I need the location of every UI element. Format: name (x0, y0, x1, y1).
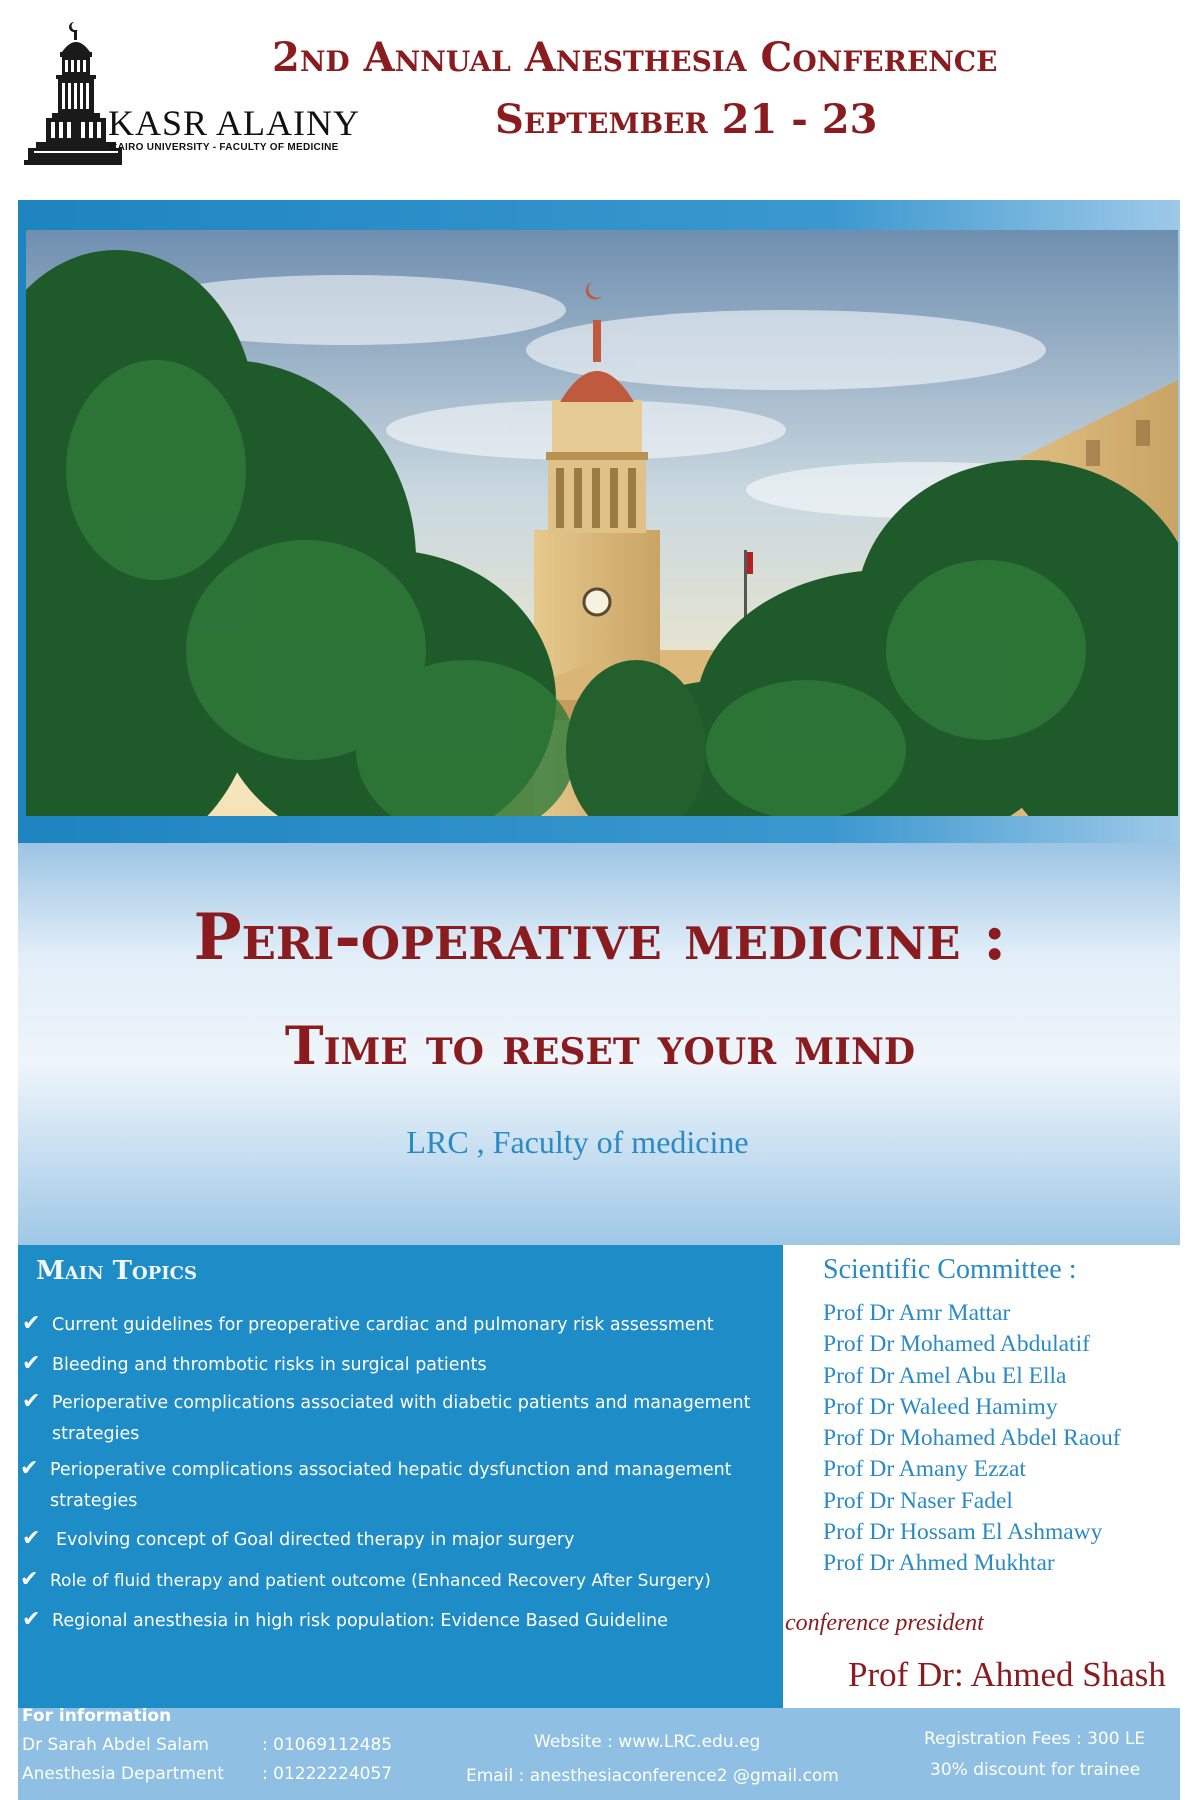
conference-title: 2nd Annual Anesthesia Conference (272, 34, 998, 81)
committee-member: Prof Dr Naser Fadel (823, 1487, 1013, 1514)
contact-1-phone: : 01069112485 (262, 1735, 393, 1755)
scientific-committee-title: Scientific Committee : (823, 1254, 1077, 1285)
committee-member: Prof Dr Amr Mattar (823, 1300, 1011, 1326)
committee-member: Prof Dr Hossam El Ashmawy (823, 1519, 1103, 1546)
check-icon: ✔ (22, 1526, 41, 1551)
check-icon: ✔ (22, 1389, 41, 1414)
trainee-discount: 30% discount for trainee (930, 1760, 1141, 1780)
contact-1-name: Dr Sarah Abdel Salam (22, 1735, 209, 1755)
info-title: For information (22, 1706, 172, 1726)
logo-subtitle: CAIRO UNIVERSITY - FACULTY OF MEDICINE (110, 142, 339, 153)
contact-2-phone: : 01222224057 (262, 1764, 393, 1784)
topic-item: ✔ Bleeding and thrombotic risks in surgical patients (22, 1351, 487, 1376)
university-tower-logo (22, 18, 122, 178)
president-name: Prof Dr: Ahmed Shash (848, 1655, 1166, 1694)
committee-member: Prof Dr Ahmed Mukhtar (823, 1550, 1055, 1577)
president-label: conference president (785, 1610, 984, 1636)
check-icon: ✔ (20, 1567, 39, 1592)
committee-member: Prof Dr Amel Abu El Ella (823, 1362, 1067, 1389)
topic-item: ✔ Perioperative complications associated hepatic dysfunction and management strategies (20, 1456, 732, 1511)
hero-photo (26, 230, 1178, 816)
theme-line-2: Time to reset your mind (284, 1016, 916, 1077)
committee-list (823, 1298, 1121, 1580)
venue: LRC , Faculty of medicine (406, 1124, 749, 1160)
committee-member: Prof Dr Mohamed Abdulatif (823, 1331, 1090, 1358)
committee-member: Prof Dr Waleed Hamimy (823, 1393, 1058, 1420)
logo-name: KASR ALAINY (108, 103, 361, 143)
check-icon: ✔ (22, 1351, 41, 1376)
conference-date: September 21 - 23 (495, 96, 878, 143)
website[interactable]: Website : www.LRC.edu.eg (534, 1732, 761, 1752)
main-topics-title: Main Topics (36, 1256, 197, 1286)
university-building-photo (26, 230, 1178, 816)
check-icon: ✔ (20, 1456, 39, 1481)
contact-2-name: Anesthesia Department (22, 1764, 224, 1784)
topic-item: ✔ Role of fluid therapy and patient outcome (Enhanced Recovery After Surgery) (20, 1567, 711, 1592)
topic-item: ✔ Current guidelines for preoperative cardiac and pulmonary risk assessment (22, 1311, 714, 1336)
topic-item: ✔ Regional anesthesia in high risk population: Evidence Based Guideline (22, 1607, 668, 1632)
topic-item: ✔ Perioperative complications associated with diabetic patients and management strategies (22, 1389, 751, 1444)
theme-line-1: Peri-operative medicine : (193, 900, 1007, 975)
email[interactable]: Email : anesthesiaconference2 @gmail.com (466, 1766, 839, 1786)
check-icon: ✔ (22, 1607, 41, 1632)
check-icon: ✔ (22, 1311, 41, 1336)
registration-fees: Registration Fees : 300 LE (924, 1729, 1146, 1749)
topic-item: ✔ Evolving concept of Goal directed therapy in major surgery (22, 1526, 575, 1551)
committee-member: Prof Dr Amany Ezzat (823, 1456, 1026, 1483)
committee-member: Prof Dr Mohamed Abdel Raouf (823, 1425, 1121, 1452)
